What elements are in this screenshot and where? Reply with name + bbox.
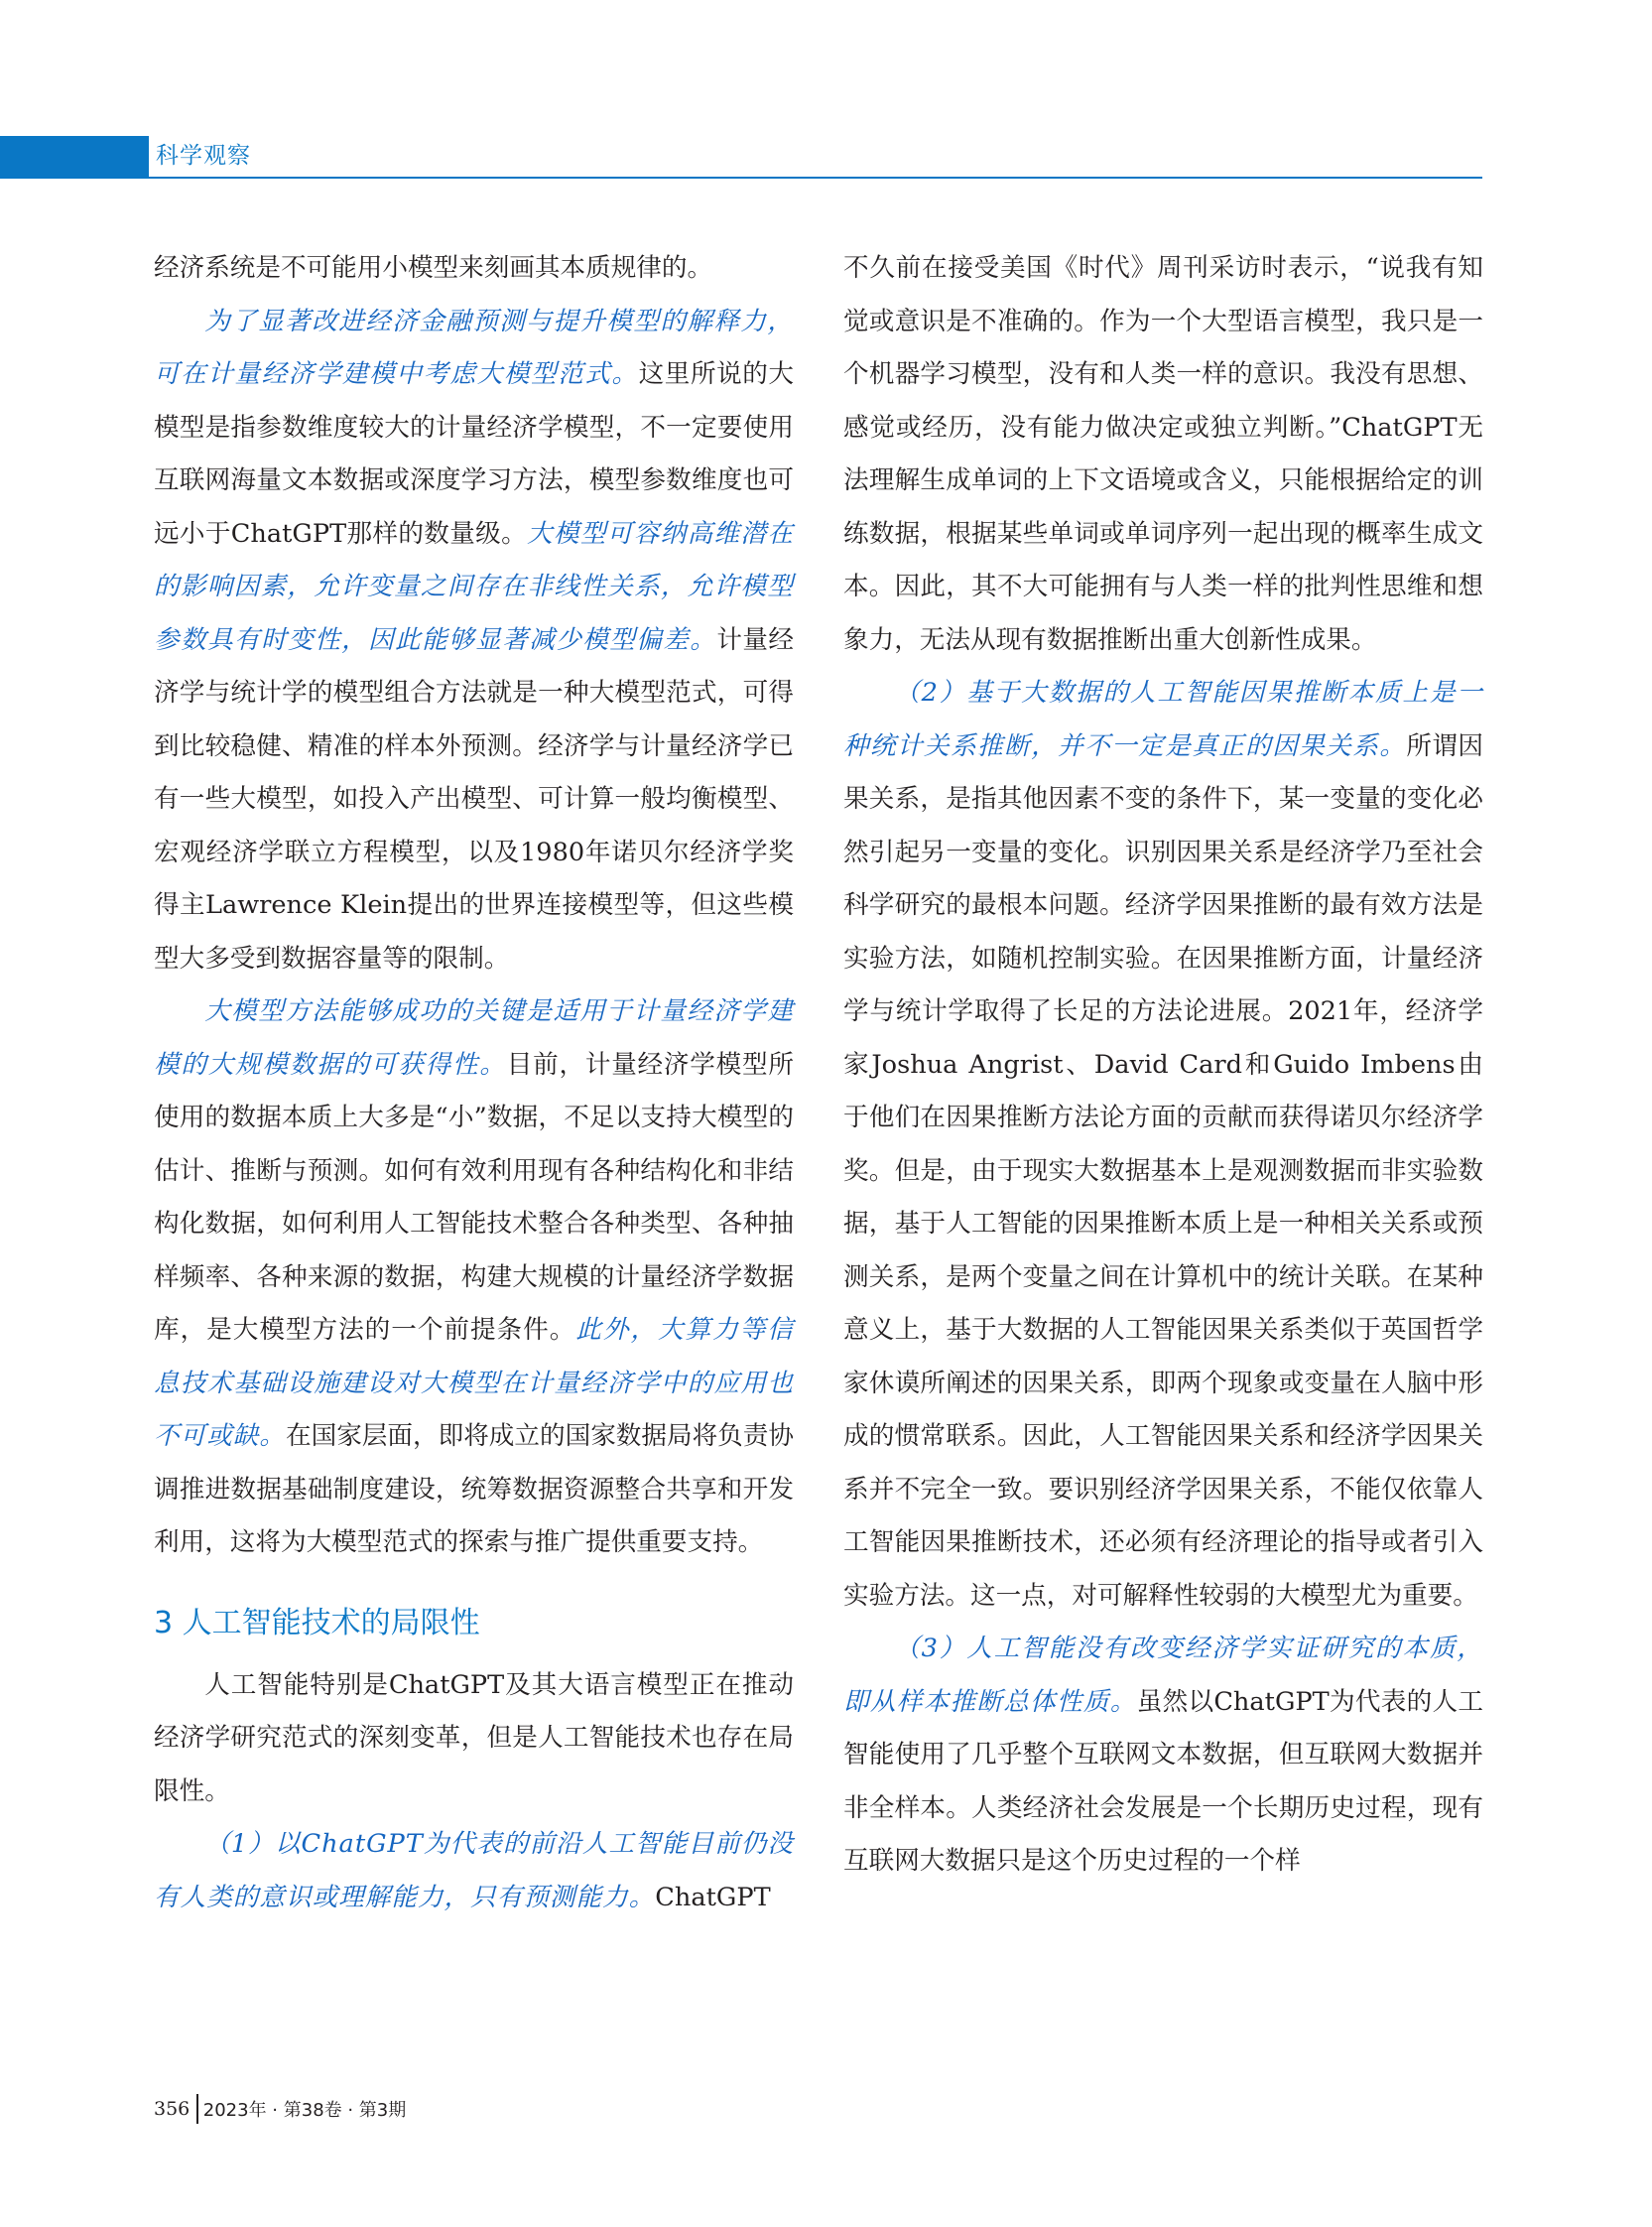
header-rule xyxy=(149,177,1482,179)
page-footer xyxy=(154,2094,406,2124)
header-color-bar xyxy=(0,136,149,179)
page-number: 356 xyxy=(154,2098,191,2120)
left-column xyxy=(154,242,794,1924)
section-label: 科学观察 xyxy=(156,143,251,169)
body-text: 在国家层面，即将成立的国家数据局将负责协调推进数据基础制度建设，统筹数据资源整合共享和开发利用，这将为大模型范式的探索与推广提供重要支持。 xyxy=(154,1421,794,1557)
highlighted-text: 大模型方法能够成功的关键是适用于计量经济学建模的大规模数据的可获得性。 xyxy=(154,996,794,1080)
issue-info: 2023年 · 第38卷 · 第3期 xyxy=(202,2100,407,2121)
paragraph xyxy=(843,1623,1483,1889)
body-text: 人工智能特别是ChatGPT及其大语言模型正在推动经济学研究范式的深刻变革，但是人工智能技术也存在局限性。 xyxy=(154,1669,794,1806)
body-text: 经济系统是不可能用小模型来刻画其本质规律的。 xyxy=(154,253,713,283)
highlighted-text: （3）人工智能没有改变经济学实证研究的本质，即从样本推断总体性质。 xyxy=(843,1634,1483,1717)
body-text: 所谓因果关系，是指其他因素不变的条件下，某一变量的变化必然引起另一变量的变化。识别因果关系是经济学乃至社会科学研究的最根本问题。经济学因果推断的最有效方法是实验方法，如随机控制实验。在因果推断方面，计量经济学与统计学取得了长足的方法论进展。2021年，经济学家Joshua Angrist、David Card和Guido Imbens由于他们在因果推断方法论方面的贡献而获得诺贝尔经济学奖。但是，由于现实大数据基本上是观测数据而非实验数据，基于人工智能的因果推断本质上是一种相关关系或预测关系，是两个变量之间在计算机中的统计关联。在某种意义上，基于大数据的人工智能因果关系类似于英国哲学家休谟所阐述的因果关系，即两个现象或变量在人脑中形成的惯常联系。因此，人工智能因果关系和经济学因果关系并不完全一致。要识别经济学因果关系，不能仅依靠人工智能因果推断技术，还必须有经济理论的指导或者引入实验方法。这一点，对可解释性较弱的大模型尤为重要。 xyxy=(843,730,1483,1611)
paragraph xyxy=(154,242,794,296)
paragraph xyxy=(154,1659,794,1819)
right-column xyxy=(843,242,1483,1889)
highlighted-text: 此外，大算力等信息技术基础设施建设对大模型在计量经济学中的应用也不可或缺。 xyxy=(154,1315,794,1451)
paragraph xyxy=(154,296,794,986)
body-text: 虽然以ChatGPT为代表的人工智能使用了几乎整个互联网文本数据，但互联网大数据并非全样本。人类经济社会发展是一个长期历史过程，现有互联网大数据只是这个历史过程的一个样 xyxy=(843,1686,1483,1876)
footer-divider xyxy=(196,2094,198,2124)
paragraph xyxy=(843,242,1483,667)
body-text: 不久前在接受美国《时代》周刊采访时表示，“说我有知觉或意识是不准确的。作为一个大型语言模型，我只是一个机器学习模型，没有和人类一样的意识。我没有思想、感觉或经历，没有能力做决定或独立判断。”ChatGPT无法理解生成单词的上下文语境或含义，只能根据给定的训练数据，根据某些单词或单词序列一起出现的概率生成文本。因此，其不大可能拥有与人类一样的批判性思维和想象力，无法从现有数据推断出重大创新性成果。 xyxy=(843,253,1483,655)
paragraph xyxy=(154,985,794,1570)
highlighted-text: （2）基于大数据的人工智能因果推断本质上是一种统计关系推断，并不一定是真正的因果关系。 xyxy=(843,678,1483,761)
highlighted-text: 大模型可容纳高维潜在的影响因素，允许变量之间存在非线性关系，允许模型参数具有时变性，因此能够显著减少模型偏差。 xyxy=(154,518,794,655)
highlighted-text: 为了显著改进经济金融预测与提升模型的解释力，可在计量经济学建模中考虑大模型范式。 xyxy=(154,306,794,389)
section-heading: 3 人工智能技术的局限性 xyxy=(154,1605,480,1640)
body-text: 这里所说的大模型是指参数维度较大的计量经济学模型，不一定要使用互联网海量文本数据或深度学习方法，模型参数维度也可远小于ChatGPT那样的数量级。 xyxy=(154,359,794,549)
paragraph xyxy=(843,667,1483,1623)
paragraph xyxy=(154,1818,794,1924)
body-text: 计量经济学与统计学的模型组合方法就是一种大模型范式，可得到比较稳健、精准的样本外预测。经济学与计量经济学已有一些大模型，如投入产出模型、可计算一般均衡模型、宏观经济学联立方程模型，以及1980年诺贝尔经济学奖得主Lawrence Klein提出的世界连接模型等，但这些模型大多受到数据容量等的限制。 xyxy=(154,624,794,974)
body-text: 目前，计量经济学模型所使用的数据本质上大多是“小”数据，不足以支持大模型的估计、推断与预测。如何有效利用现有各种结构化和非结构化数据，如何利用人工智能技术整合各种类型、各种抽样频率、各种来源的数据，构建大规模的计量经济学数据库，是大模型方法的一个前提条件。 xyxy=(154,1049,794,1345)
highlighted-text: （1）以ChatGPT为代表的前沿人工智能目前仍没有人类的意识或理解能力，只有预测能力。 xyxy=(154,1829,794,1912)
body-text: ChatGPT xyxy=(655,1882,771,1912)
